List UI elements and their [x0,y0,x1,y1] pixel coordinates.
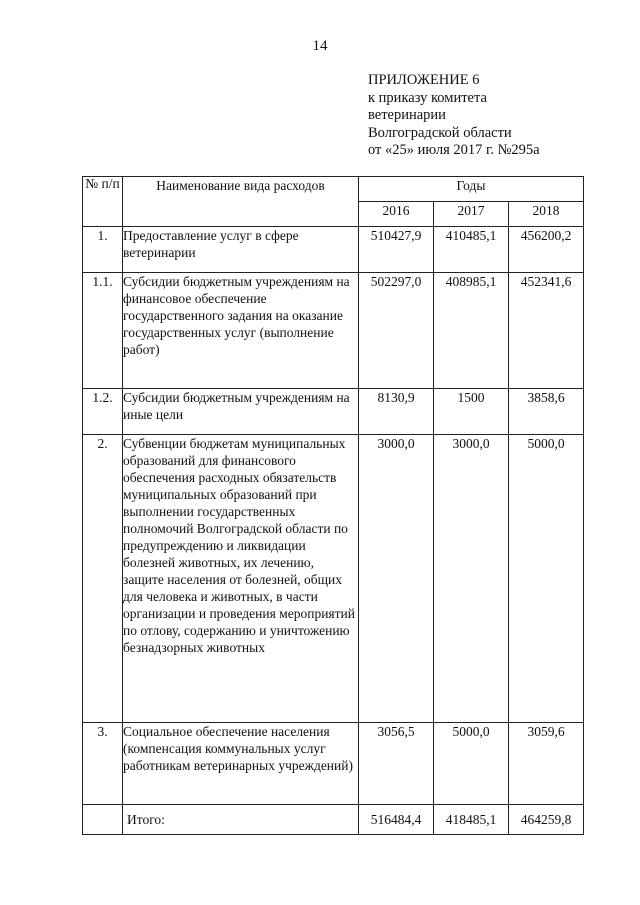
row-name: Субсидии бюджетным учреждениям на иные цели [123,389,359,435]
row-value-2017: 408985,1 [434,273,509,389]
row-value-2017: 5000,0 [434,723,509,805]
appendix-title: ПРИЛОЖЕНИЕ 6 [368,72,480,88]
row-number: 1.1. [83,273,123,389]
total-row-number [83,805,123,835]
row-value-2017: 3000,0 [434,435,509,723]
expenses-table [82,176,584,835]
table-row [83,723,584,805]
row-value-2018: 3059,6 [509,723,584,805]
total-row [83,805,584,835]
table-row [83,227,584,273]
appendix-header [368,72,540,160]
row-number: 2. [83,435,123,723]
header-year-2018: 2018 [509,202,584,227]
table-row [83,389,584,435]
header-number: № п/п [83,177,123,227]
row-number: 1.2. [83,389,123,435]
row-value-2018: 5000,0 [509,435,584,723]
row-value-2016: 510427,9 [359,227,434,273]
row-value-2016: 8130,9 [359,389,434,435]
appendix-date-line: от «25» июля 2017 г. №295а [368,142,540,158]
row-value-2016: 3056,5 [359,723,434,805]
row-value-2018: 456200,2 [509,227,584,273]
header-year-2017: 2017 [434,202,509,227]
header-expense-name: Наименование вида расходов [123,177,359,227]
row-value-2018: 3858,6 [509,389,584,435]
row-number: 3. [83,723,123,805]
total-label: Итого: [123,805,359,835]
total-value-2018: 464259,8 [509,805,584,835]
table-row [83,273,584,389]
header-years: Годы [359,177,584,202]
row-value-2017: 410485,1 [434,227,509,273]
row-name: Социальное обеспечение населения (компенсация коммунальных услуг работникам ветеринарных учреждений) [123,723,359,805]
appendix-line: ветеринарии [368,107,446,123]
row-name: Субвенции бюджетам муниципальных образований для финансового обеспечения расходных обязательств муниципальных образований при выполнении государственных полномочий Волгоградской области по предупреждению и ликвидации болезней животных, их лечению, защите населения от болезней, общих для человека и животных, в части организации и проведения мероприятий по отлову, содержанию и уничтожению безнадзорных животных [123,435,359,723]
row-value-2018: 452341,6 [509,273,584,389]
page-number: 14 [312,38,328,54]
row-name: Предоставление услуг в сфере ветеринарии [123,227,359,273]
total-value-2016: 516484,4 [359,805,434,835]
appendix-line: к приказу комитета [368,89,487,106]
row-value-2017: 1500 [434,389,509,435]
row-value-2016: 3000,0 [359,435,434,723]
appendix-line: Волгоградской области [368,124,512,141]
row-value-2016: 502297,0 [359,273,434,389]
row-number: 1. [83,227,123,273]
table-row [83,435,584,723]
row-name: Субсидии бюджетным учреждениям на финансовое обеспечение государственного задания на оказание государственных услуг (выполнение работ) [123,273,359,389]
total-value-2017: 418485,1 [434,805,509,835]
header-year-2016: 2016 [359,202,434,227]
